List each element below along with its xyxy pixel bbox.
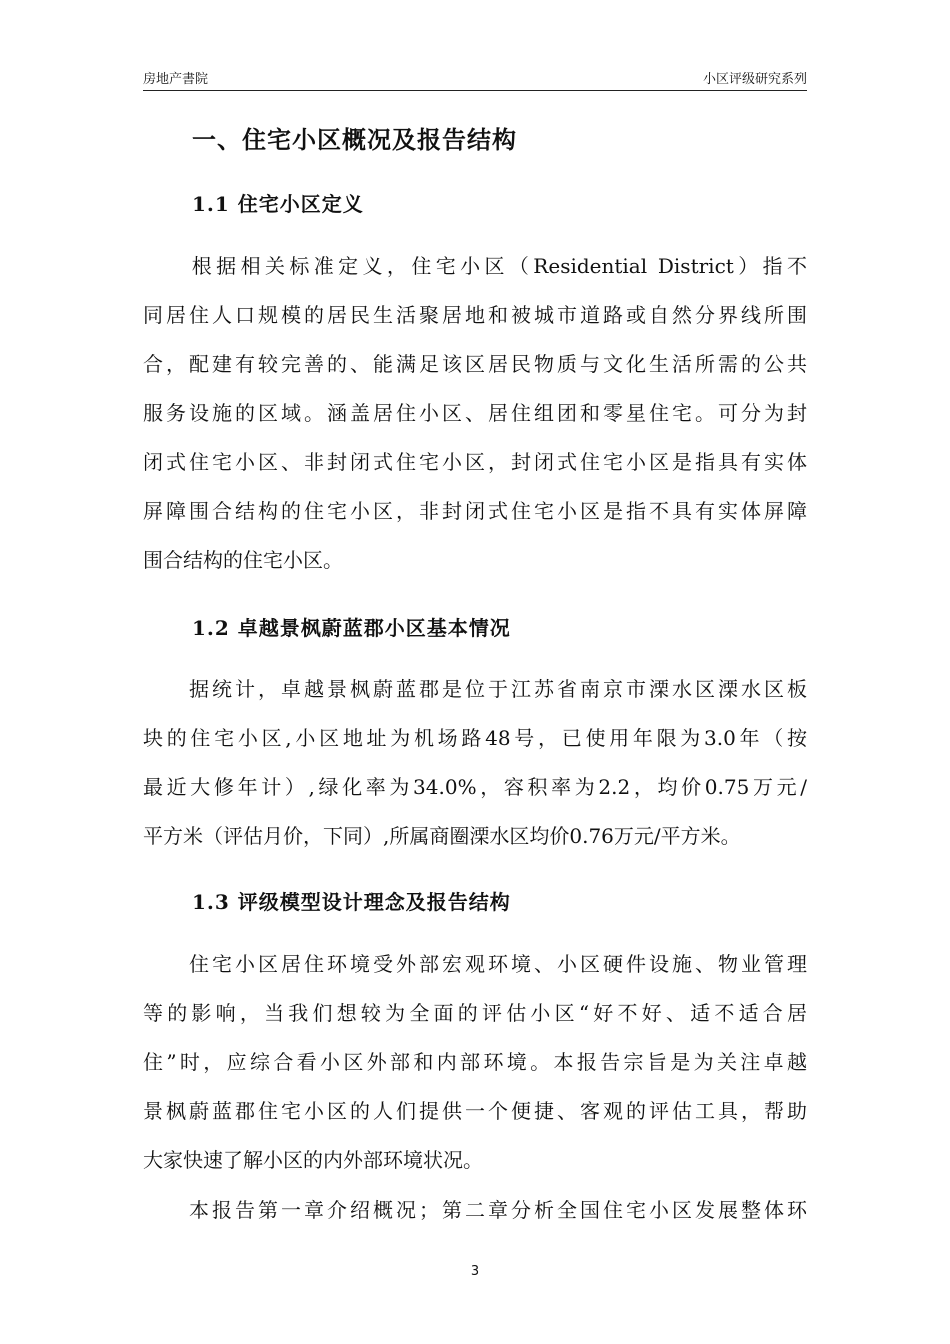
paragraph-line: 住宅小区居住环境受外部宏观环境、小区硬件设施、物业管理 — [143, 952, 807, 976]
page-number: 3 — [470, 1264, 480, 1279]
paragraph-line: 块的住宅小区,小区地址为机场路48号，已使用年限为3.0年（按 — [143, 726, 807, 750]
paragraph-line: 服务设施的区域。涵盖居住小区、居住组团和零星住宅。可分为封 — [143, 401, 807, 425]
paragraph-line: 闭式住宅小区、非封闭式住宅小区，封闭式住宅小区是指具有实体 — [143, 450, 807, 474]
paragraph-line: 等的影响，当我们想较为全面的评估小区“好不好、适不适合居 — [143, 1001, 807, 1025]
chapter-title: 一、住宅小区概况及报告结构 — [192, 125, 517, 154]
paragraph-line: 最近大修年计）,绿化率为34.0%，容积率为2.2，均价0.75万元/ — [143, 775, 807, 799]
paragraph-line: 住”时，应综合看小区外部和内部环境。本报告宗旨是为关注卓越 — [143, 1050, 807, 1074]
section-heading-1-3: 1.3 评级模型设计理念及报告结构 — [192, 890, 511, 914]
section-heading-1-1: 1.1 住宅小区定义 — [192, 192, 364, 216]
header-series: 小区评级研究系列 — [702, 72, 807, 87]
header-publisher: 房地产書院 — [143, 72, 209, 87]
paragraph-line: 屏障围合结构的住宅小区，非封闭式住宅小区是指不具有实体屏障 — [143, 499, 807, 523]
paragraph-line: 合，配建有较完善的、能满足该区居民物质与文化生活所需的公共 — [143, 352, 807, 376]
page-header — [143, 66, 807, 91]
section-heading-1-2: 1.2 卓越景枫蔚蓝郡小区基本情况 — [192, 616, 511, 640]
paragraph-line: 据统计，卓越景枫蔚蓝郡是位于江苏省南京市溧水区溧水区板 — [143, 677, 807, 701]
paragraph-line: 同居住人口规模的居民生活聚居地和被城市道路或自然分界线所围 — [143, 303, 807, 327]
paragraph-line: 景枫蔚蓝郡住宅小区的人们提供一个便捷、客观的评估工具，帮助 — [143, 1099, 807, 1123]
paragraph-line: 根据相关标准定义，住宅小区（Residential District）指不 — [143, 254, 807, 278]
paragraph-line: 平方米（评估月价，下同）,所属商圈溧水区均价0.76万元/平方米。 — [143, 824, 741, 848]
paragraph-line: 围合结构的住宅小区。 — [143, 548, 343, 572]
paragraph-line: 大家快速了解小区的内外部环境状况。 — [143, 1148, 483, 1172]
paragraph-line: 本报告第一章介绍概况；第二章分析全国住宅小区发展整体环 — [143, 1198, 807, 1222]
